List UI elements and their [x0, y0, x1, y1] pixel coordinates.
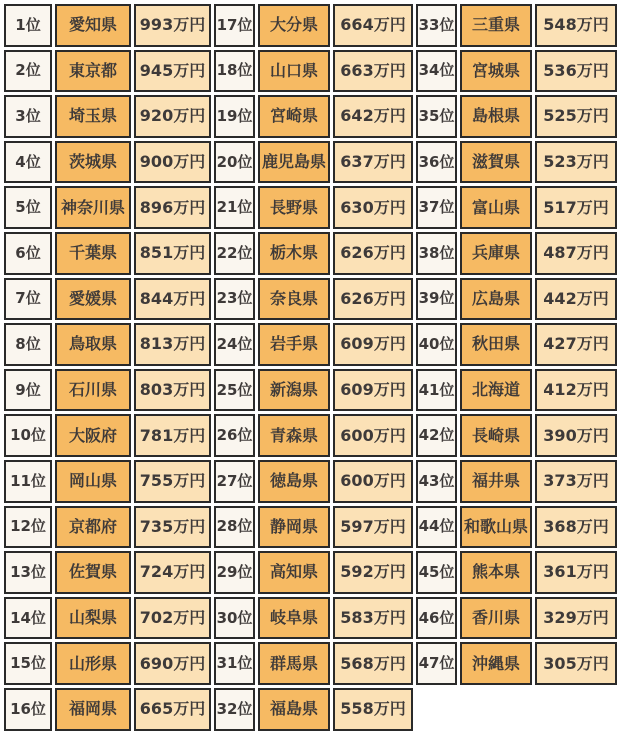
prefecture-cell: 千葉県	[55, 232, 131, 275]
prefecture-cell: 福島県	[258, 688, 330, 731]
value-cell: 525万円	[535, 95, 617, 138]
prefecture-cell: 鹿児島県	[258, 141, 330, 184]
prefecture-cell: 埼玉県	[55, 95, 131, 138]
rank-cell: 37位	[416, 186, 457, 229]
value-cell: 361万円	[535, 551, 617, 594]
value-cell: 945万円	[134, 50, 211, 93]
value-cell: 517万円	[535, 186, 617, 229]
value-cell: 690万円	[134, 642, 211, 685]
rank-cell: 38位	[416, 232, 457, 275]
value-cell: 548万円	[535, 4, 617, 47]
rank-cell: 45位	[416, 551, 457, 594]
value-cell: 724万円	[134, 551, 211, 594]
rank-cell: 24位	[214, 323, 255, 366]
prefecture-cell: 東京都	[55, 50, 131, 93]
rank-cell: 15位	[4, 642, 52, 685]
prefecture-cell: 北海道	[460, 369, 532, 412]
prefecture-cell: 石川県	[55, 369, 131, 412]
rank-cell: 17位	[214, 4, 255, 47]
value-cell: 813万円	[134, 323, 211, 366]
rank-cell: 23位	[214, 278, 255, 321]
value-cell: 609万円	[333, 323, 413, 366]
prefecture-cell: 青森県	[258, 414, 330, 457]
value-cell: 920万円	[134, 95, 211, 138]
prefecture-cell: 香川県	[460, 597, 532, 640]
rank-cell: 47位	[416, 642, 457, 685]
prefecture-cell: 山口県	[258, 50, 330, 93]
rank-cell: 40位	[416, 323, 457, 366]
prefecture-cell: 奈良県	[258, 278, 330, 321]
value-cell: 390万円	[535, 414, 617, 457]
value-cell: 600万円	[333, 460, 413, 503]
prefecture-cell: 熊本県	[460, 551, 532, 594]
rank-cell: 27位	[214, 460, 255, 503]
rank-cell: 35位	[416, 95, 457, 138]
prefecture-cell: 京都府	[55, 506, 131, 549]
value-cell: 536万円	[535, 50, 617, 93]
rank-cell: 3位	[4, 95, 52, 138]
rank-cell: 2位	[4, 50, 52, 93]
rank-cell: 34位	[416, 50, 457, 93]
value-cell: 735万円	[134, 506, 211, 549]
prefecture-cell: 富山県	[460, 186, 532, 229]
rank-cell: 4位	[4, 141, 52, 184]
value-cell: 803万円	[134, 369, 211, 412]
value-cell: 442万円	[535, 278, 617, 321]
value-cell: 637万円	[333, 141, 413, 184]
rank-cell: 22位	[214, 232, 255, 275]
rank-cell: 8位	[4, 323, 52, 366]
value-cell: 523万円	[535, 141, 617, 184]
value-cell: 609万円	[333, 369, 413, 412]
prefecture-cell: 神奈川県	[55, 186, 131, 229]
rank-cell: 20位	[214, 141, 255, 184]
value-cell: 329万円	[535, 597, 617, 640]
prefecture-cell: 佐賀県	[55, 551, 131, 594]
rank-cell: 33位	[416, 4, 457, 47]
value-cell: 597万円	[333, 506, 413, 549]
rank-cell: 16位	[4, 688, 52, 731]
rank-cell: 46位	[416, 597, 457, 640]
rank-cell: 5位	[4, 186, 52, 229]
value-cell: 373万円	[535, 460, 617, 503]
value-cell: 305万円	[535, 642, 617, 685]
rank-cell: 6位	[4, 232, 52, 275]
value-cell: 630万円	[333, 186, 413, 229]
prefecture-cell: 三重県	[460, 4, 532, 47]
rank-cell: 21位	[214, 186, 255, 229]
rank-cell: 30位	[214, 597, 255, 640]
rank-cell: 36位	[416, 141, 457, 184]
prefecture-cell: 岐阜県	[258, 597, 330, 640]
rank-cell: 42位	[416, 414, 457, 457]
value-cell: 583万円	[333, 597, 413, 640]
value-cell: 558万円	[333, 688, 413, 731]
value-cell: 368万円	[535, 506, 617, 549]
rank-cell: 1位	[4, 4, 52, 47]
prefecture-cell: 茨城県	[55, 141, 131, 184]
rank-cell: 41位	[416, 369, 457, 412]
rank-cell: 7位	[4, 278, 52, 321]
prefecture-cell: 徳島県	[258, 460, 330, 503]
value-cell: 663万円	[333, 50, 413, 93]
value-cell: 993万円	[134, 4, 211, 47]
prefecture-cell: 大阪府	[55, 414, 131, 457]
value-cell: 665万円	[134, 688, 211, 731]
value-cell: 896万円	[134, 186, 211, 229]
value-cell: 702万円	[134, 597, 211, 640]
prefecture-cell: 鳥取県	[55, 323, 131, 366]
value-cell: 755万円	[134, 460, 211, 503]
value-cell: 568万円	[333, 642, 413, 685]
prefecture-cell: 愛媛県	[55, 278, 131, 321]
prefecture-cell: 岡山県	[55, 460, 131, 503]
prefecture-cell: 静岡県	[258, 506, 330, 549]
value-cell: 600万円	[333, 414, 413, 457]
rank-cell: 14位	[4, 597, 52, 640]
prefecture-cell: 沖縄県	[460, 642, 532, 685]
prefecture-cell: 愛知県	[55, 4, 131, 47]
value-cell: 626万円	[333, 232, 413, 275]
value-cell: 664万円	[333, 4, 413, 47]
value-cell: 851万円	[134, 232, 211, 275]
value-cell: 592万円	[333, 551, 413, 594]
rank-cell: 39位	[416, 278, 457, 321]
prefecture-cell: 兵庫県	[460, 232, 532, 275]
prefecture-cell: 山梨県	[55, 597, 131, 640]
value-cell: 844万円	[134, 278, 211, 321]
prefecture-cell: 栃木県	[258, 232, 330, 275]
prefecture-cell: 和歌山県	[460, 506, 532, 549]
rank-cell: 28位	[214, 506, 255, 549]
prefecture-cell: 島根県	[460, 95, 532, 138]
prefecture-cell: 群馬県	[258, 642, 330, 685]
value-cell: 412万円	[535, 369, 617, 412]
value-cell: 781万円	[134, 414, 211, 457]
value-cell: 642万円	[333, 95, 413, 138]
rank-cell: 10位	[4, 414, 52, 457]
prefecture-cell: 大分県	[258, 4, 330, 47]
prefecture-cell: 長野県	[258, 186, 330, 229]
rank-cell: 12位	[4, 506, 52, 549]
value-cell: 900万円	[134, 141, 211, 184]
prefecture-cell: 宮崎県	[258, 95, 330, 138]
rank-cell: 13位	[4, 551, 52, 594]
prefecture-cell: 山形県	[55, 642, 131, 685]
prefecture-cell: 秋田県	[460, 323, 532, 366]
rank-cell: 43位	[416, 460, 457, 503]
prefecture-cell: 新潟県	[258, 369, 330, 412]
prefecture-cell: 高知県	[258, 551, 330, 594]
prefecture-cell: 長崎県	[460, 414, 532, 457]
value-cell: 626万円	[333, 278, 413, 321]
rank-cell: 31位	[214, 642, 255, 685]
prefecture-cell: 福岡県	[55, 688, 131, 731]
prefecture-cell: 広島県	[460, 278, 532, 321]
rank-cell: 32位	[214, 688, 255, 731]
prefecture-cell: 岩手県	[258, 323, 330, 366]
prefecture-cell: 福井県	[460, 460, 532, 503]
prefecture-cell: 滋賀県	[460, 141, 532, 184]
rank-cell: 9位	[4, 369, 52, 412]
rank-cell: 25位	[214, 369, 255, 412]
rank-cell: 26位	[214, 414, 255, 457]
prefecture-cell: 宮城県	[460, 50, 532, 93]
rank-cell: 44位	[416, 506, 457, 549]
value-cell: 487万円	[535, 232, 617, 275]
rank-cell: 19位	[214, 95, 255, 138]
rank-cell: 29位	[214, 551, 255, 594]
value-cell: 427万円	[535, 323, 617, 366]
rank-cell: 18位	[214, 50, 255, 93]
rank-cell: 11位	[4, 460, 52, 503]
